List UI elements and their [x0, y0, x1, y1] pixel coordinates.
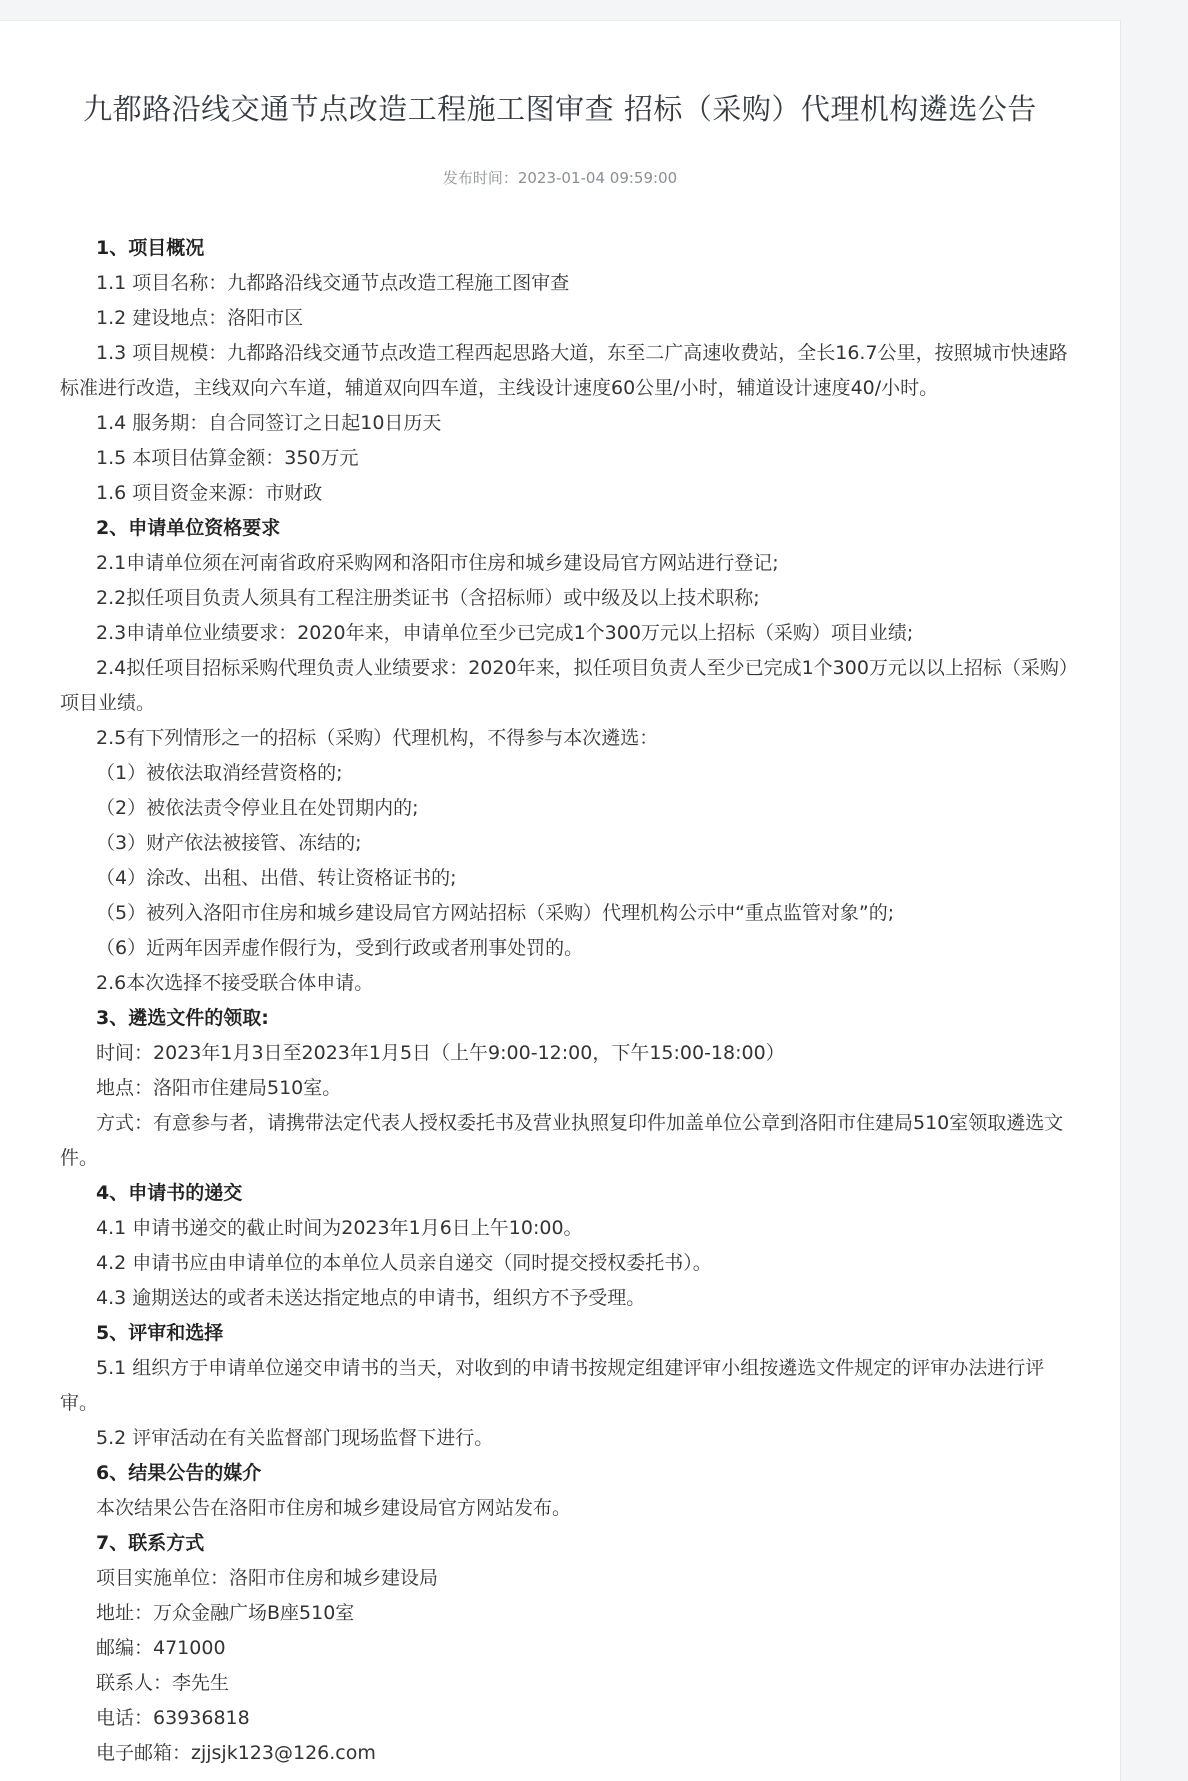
paragraph: 1.4 服务期：自合同签订之日起10日历天 — [96, 412, 442, 434]
paragraph: 2.2拟任项目负责人须具有工程注册类证书（含招标师）或中级及以上技术职称; — [96, 587, 760, 609]
publish-time-value: 2023-01-04 09:59:00 — [517, 169, 678, 187]
list-item: （4）涂改、出租、出借、转让资格证书的; — [96, 867, 457, 889]
paragraph: 2.5有下列情形之一的招标（采购）代理机构，不得参与本次遴选： — [96, 727, 659, 749]
section-heading: 7、联系方式 — [96, 1532, 205, 1554]
paragraph: 1.3 项目规模：九都路沿线交通节点改造工程西起思路大道，东至二广高速收费站，全长16.7公里，按照城市快速路标准进行改造，主线双向六车道，辅道双向四车道，主线设计速度60公里/小时，辅道设计速度40/小时。 — [60, 342, 1068, 399]
section-heading: 5、评审和选择 — [96, 1322, 224, 1344]
paragraph: 4.2 申请书应由申请单位的本单位人员亲自递交（同时提交授权委托书）。 — [96, 1252, 712, 1274]
announcement-body — [60, 231, 1070, 1771]
paragraph: 时间：2023年1月3日至2023年1月5日（上午9:00-12:00，下午15:00-18:00） — [96, 1042, 785, 1064]
paragraph: 5.1 组织方于申请单位递交申请书的当天，对收到的申请书按规定组建评审小组按遴选文件规定的评审办法进行评审。 — [60, 1357, 1045, 1414]
paragraph: 1.1 项目名称：九都路沿线交通节点改造工程施工图审查 — [96, 272, 570, 294]
contact-address: 地址：万众金融广场B座510室 — [96, 1602, 355, 1624]
paragraph: 1.6 项目资金来源：市财政 — [96, 482, 323, 504]
list-item: （1）被依法取消经营资格的; — [96, 762, 343, 784]
paragraph: 5.2 评审活动在有关监督部门现场监督下进行。 — [96, 1427, 494, 1449]
list-item: （3）财产依法被接管、冻结的; — [96, 832, 362, 854]
paragraph: 本次结果公告在洛阳市住房和城乡建设局官方网站发布。 — [96, 1497, 572, 1519]
contact-unit: 项目实施单位：洛阳市住房和城乡建设局 — [96, 1567, 439, 1589]
paragraph: 1.5 本项目估算金额：350万元 — [96, 447, 359, 469]
paragraph: 2.4拟任项目招标采购代理负责人业绩要求：2020年来，拟任项目负责人至少已完成1个300万元以以上招标（采购）项目业绩。 — [60, 657, 1069, 714]
list-item: （2）被依法责令停业且在处罚期内的; — [96, 797, 419, 819]
page-title: 九都路沿线交通节点改造工程施工图审查 招标（采购）代理机构遴选公告 — [83, 92, 1037, 126]
announcement-card — [0, 20, 1121, 1781]
list-item: （6）近两年因弄虚作假行为，受到行政或者刑事处罚的。 — [96, 937, 584, 959]
paragraph: 4.3 逾期送达的或者未送达指定地点的申请书，组织方不予受理。 — [96, 1287, 646, 1309]
section-heading: 2、申请单位资格要求 — [96, 517, 281, 539]
paragraph: 2.1申请单位须在河南省政府采购网和洛阳市住房和城乡建设局官方网站进行登记; — [96, 552, 779, 574]
section-heading: 4、申请书的递交 — [96, 1182, 243, 1204]
contact-person: 联系人：李先生 — [96, 1672, 230, 1694]
section-heading: 6、结果公告的媒介 — [96, 1462, 262, 1484]
publish-time-label: 发布时间： — [442, 169, 518, 187]
list-item: （5）被列入洛阳市住房和城乡建设局官方网站招标（采购）代理机构公示中“重点监管对象”的; — [96, 902, 895, 924]
paragraph: 方式：有意参与者，请携带法定代表人授权委托书及营业执照复印件加盖单位公章到洛阳市住建局510室领取遴选文件。 — [60, 1112, 1064, 1169]
paragraph: 2.3申请单位业绩要求：2020年来，申请单位至少已完成1个300万元以上招标（采购）项目业绩; — [96, 622, 914, 644]
contact-postcode: 邮编：471000 — [96, 1637, 226, 1659]
section-heading: 1、项目概况 — [96, 237, 205, 259]
contact-email: 电子邮箱：zjjsjk123@126.com — [96, 1742, 376, 1764]
publish-time-line — [0, 167, 1120, 188]
paragraph: 地点：洛阳市住建局510室。 — [96, 1077, 342, 1099]
contact-phone: 电话：63936818 — [96, 1707, 250, 1729]
paragraph: 4.1 申请书递交的截止时间为2023年1月6日上午10:00。 — [96, 1217, 583, 1239]
paragraph: 1.2 建设地点：洛阳市区 — [96, 307, 304, 329]
section-heading: 3、遴选文件的领取: — [96, 1007, 269, 1029]
paragraph: 2.6本次选择不接受联合体申请。 — [96, 972, 374, 994]
